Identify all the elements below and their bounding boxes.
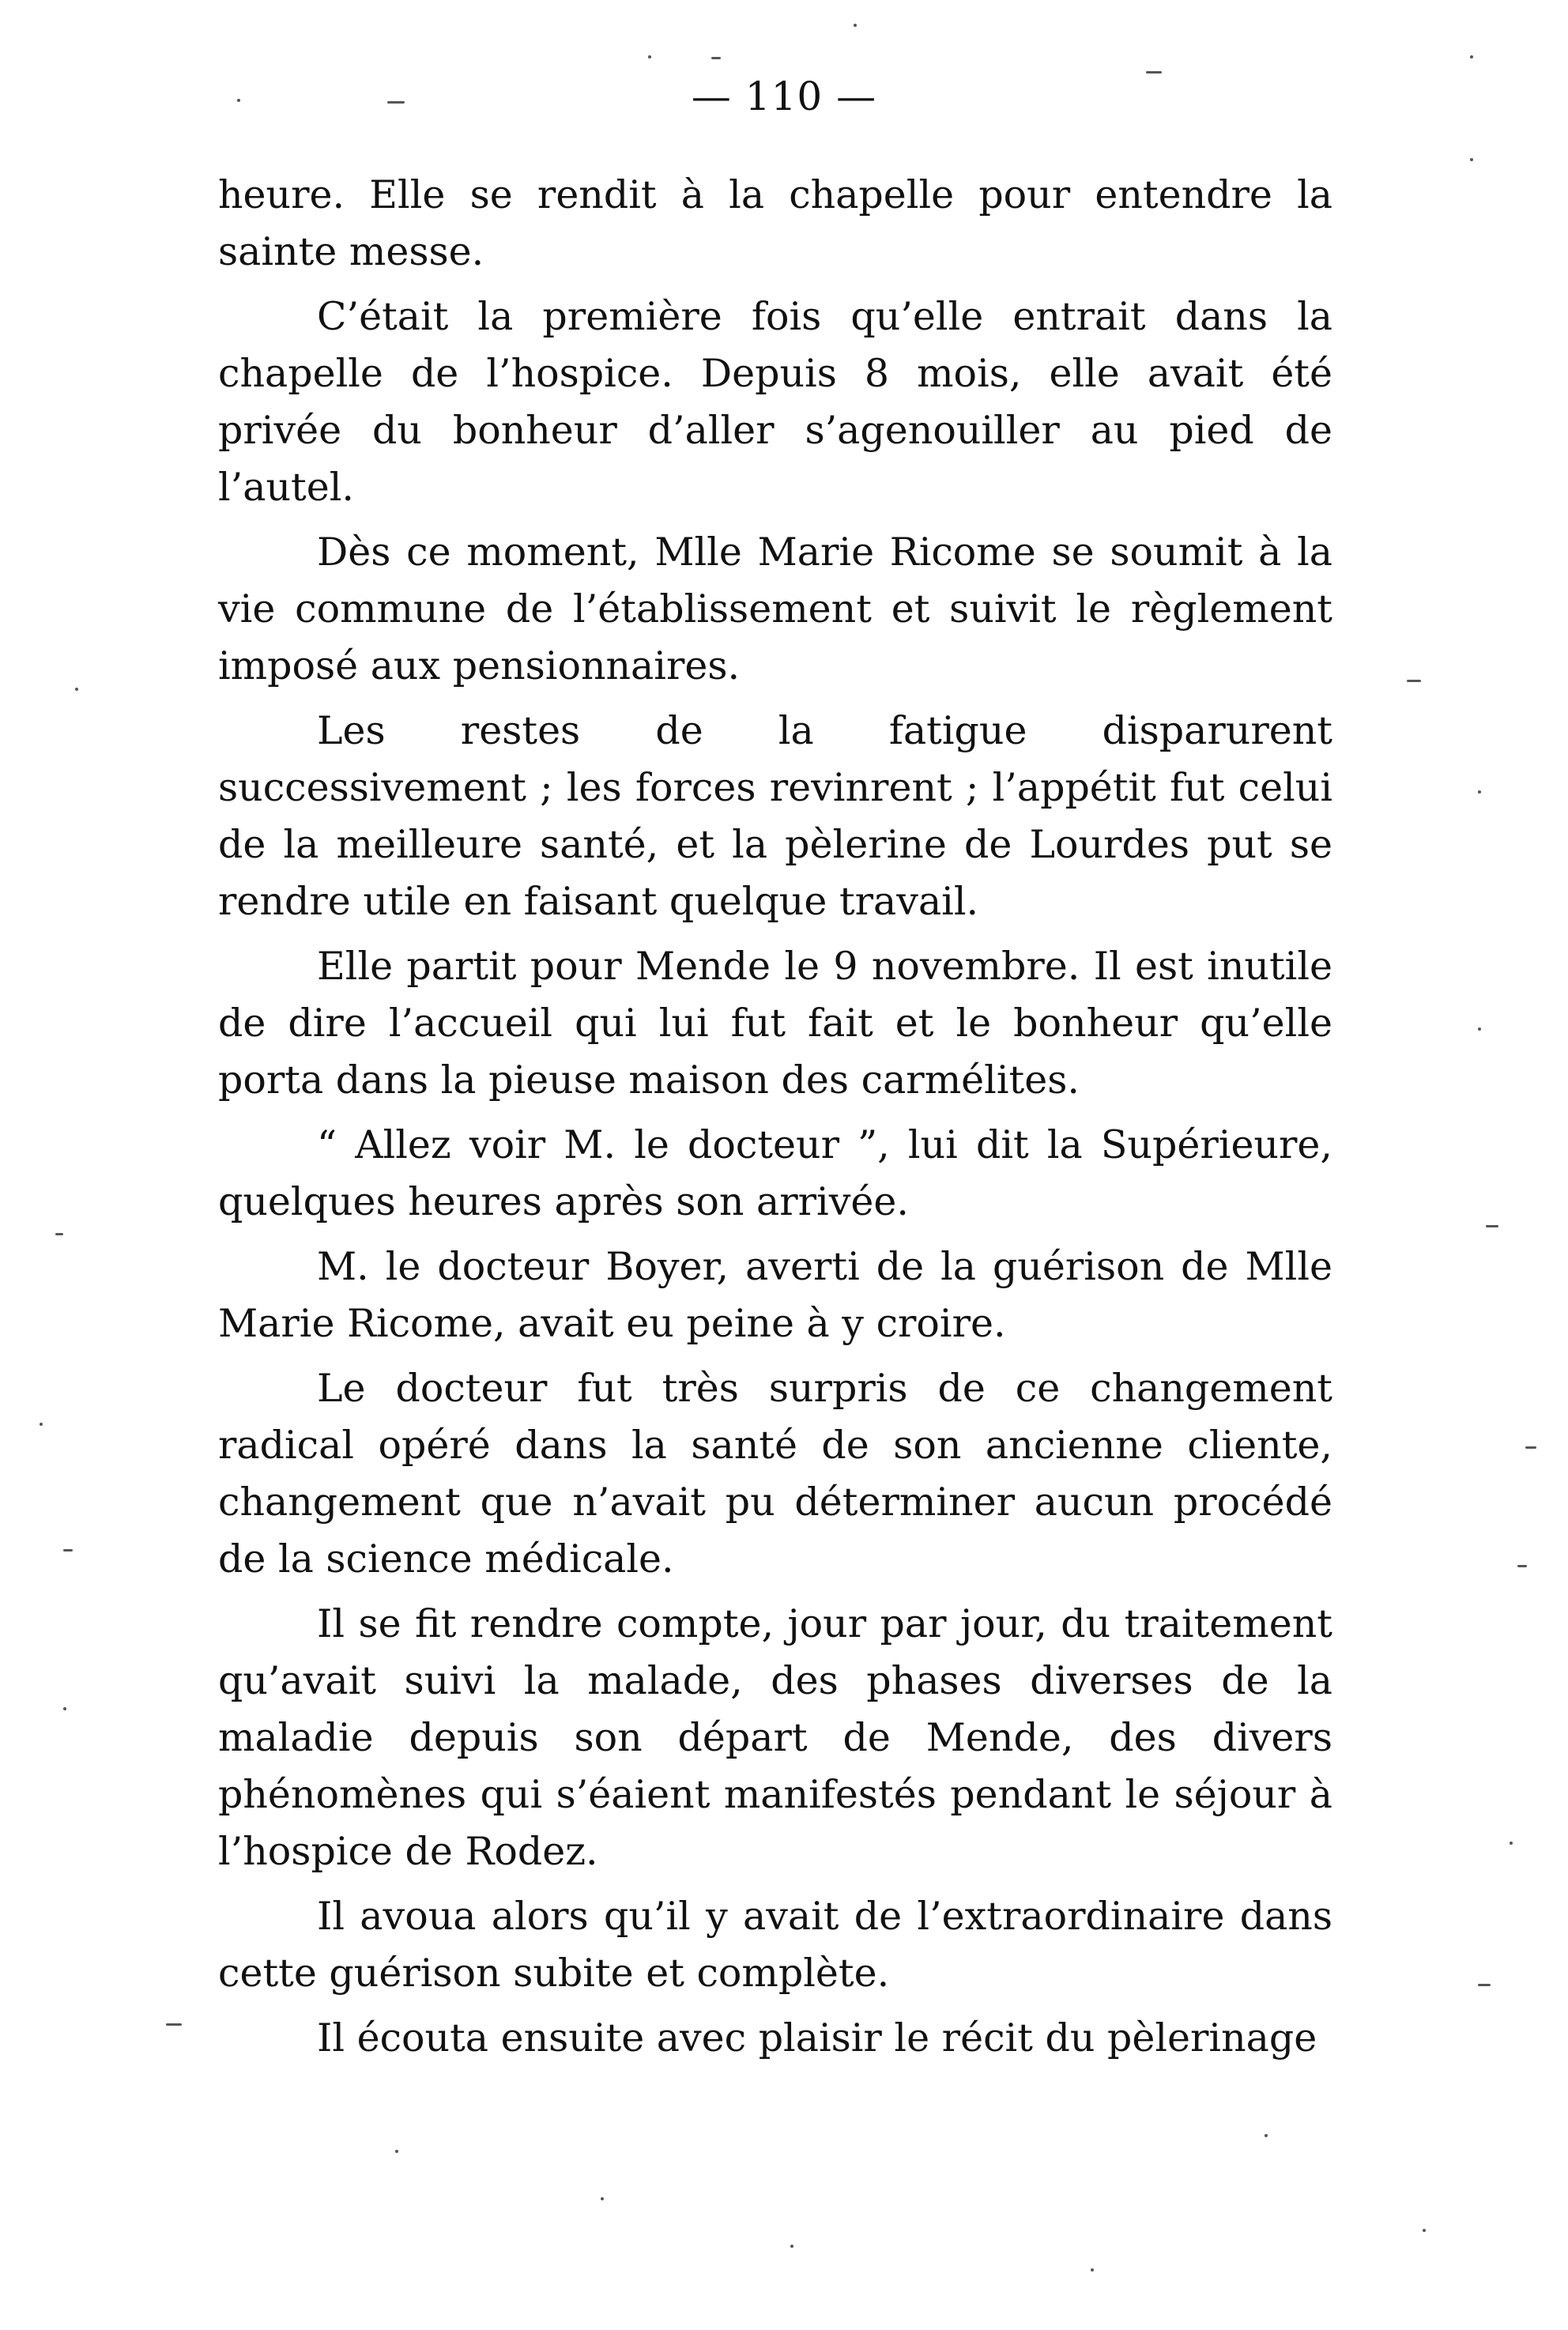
paragraph-7: M. le docteur Boyer, averti de la guérison de Mlle Marie Ricome, avait eu peine à y croire. [218,1244,1332,1346]
body-text [218,167,1332,2075]
paragraph-1: heure. Elle se rendit à la chapelle pour entendre la sainte messe. [218,172,1332,274]
paragraph-9: Il se fit rendre compte, jour par jour, du traitement qu’avait suivi la malade, des phases diverses de la maladie depuis son départ de Mende, des divers phénomènes qui s’éaient manifestés pendant le séjour à l’hospice de Rodez. [218,1601,1332,1874]
page-number: — 110 — [691,74,877,119]
paragraph-5: Elle partit pour Mende le 9 novembre. Il est inutile de dire l’accueil qui lui fut fait et le bonheur qu’elle porta dans la pieuse maison des carmélites. [218,944,1332,1103]
paragraph-11: Il écouta ensuite avec plaisir le récit du pèlerinage [317,2015,1317,2060]
paragraph-2: C’était la première fois qu’elle entrait dans la chapelle de l’hospice. Depuis 8 mois, elle avait été privée du bonheur d’aller s’agenouiller au pied de l’autel. [218,294,1332,510]
paragraph-10: Il avoua alors qu’il y avait de l’extraordinaire dans cette guérison subite et complète. [218,1894,1332,1996]
paragraph-4: Les restes de la fatigue disparurent successivement ; les forces revinrent ; l’appétit fut celui de la meilleure santé, et la pèlerine de Lourdes put se rendre utile en faisant quelque travail. [218,708,1332,924]
paragraph-8: Le docteur fut très surpris de ce changement radical opéré dans la santé de son ancienne cliente, changement que n’avait pu déterminer aucun procédé de la science médicale. [218,1366,1332,1582]
paragraph-3: Dès ce moment, Mlle Marie Ricome se soumit à la vie commune de l’établissement et suivit le règlement imposé aux pensionnaires. [218,530,1332,688]
paragraph-6: “ Allez voir M. le docteur ”, lui dit la Supérieure, quelques heures après son arrivée. [218,1122,1332,1224]
